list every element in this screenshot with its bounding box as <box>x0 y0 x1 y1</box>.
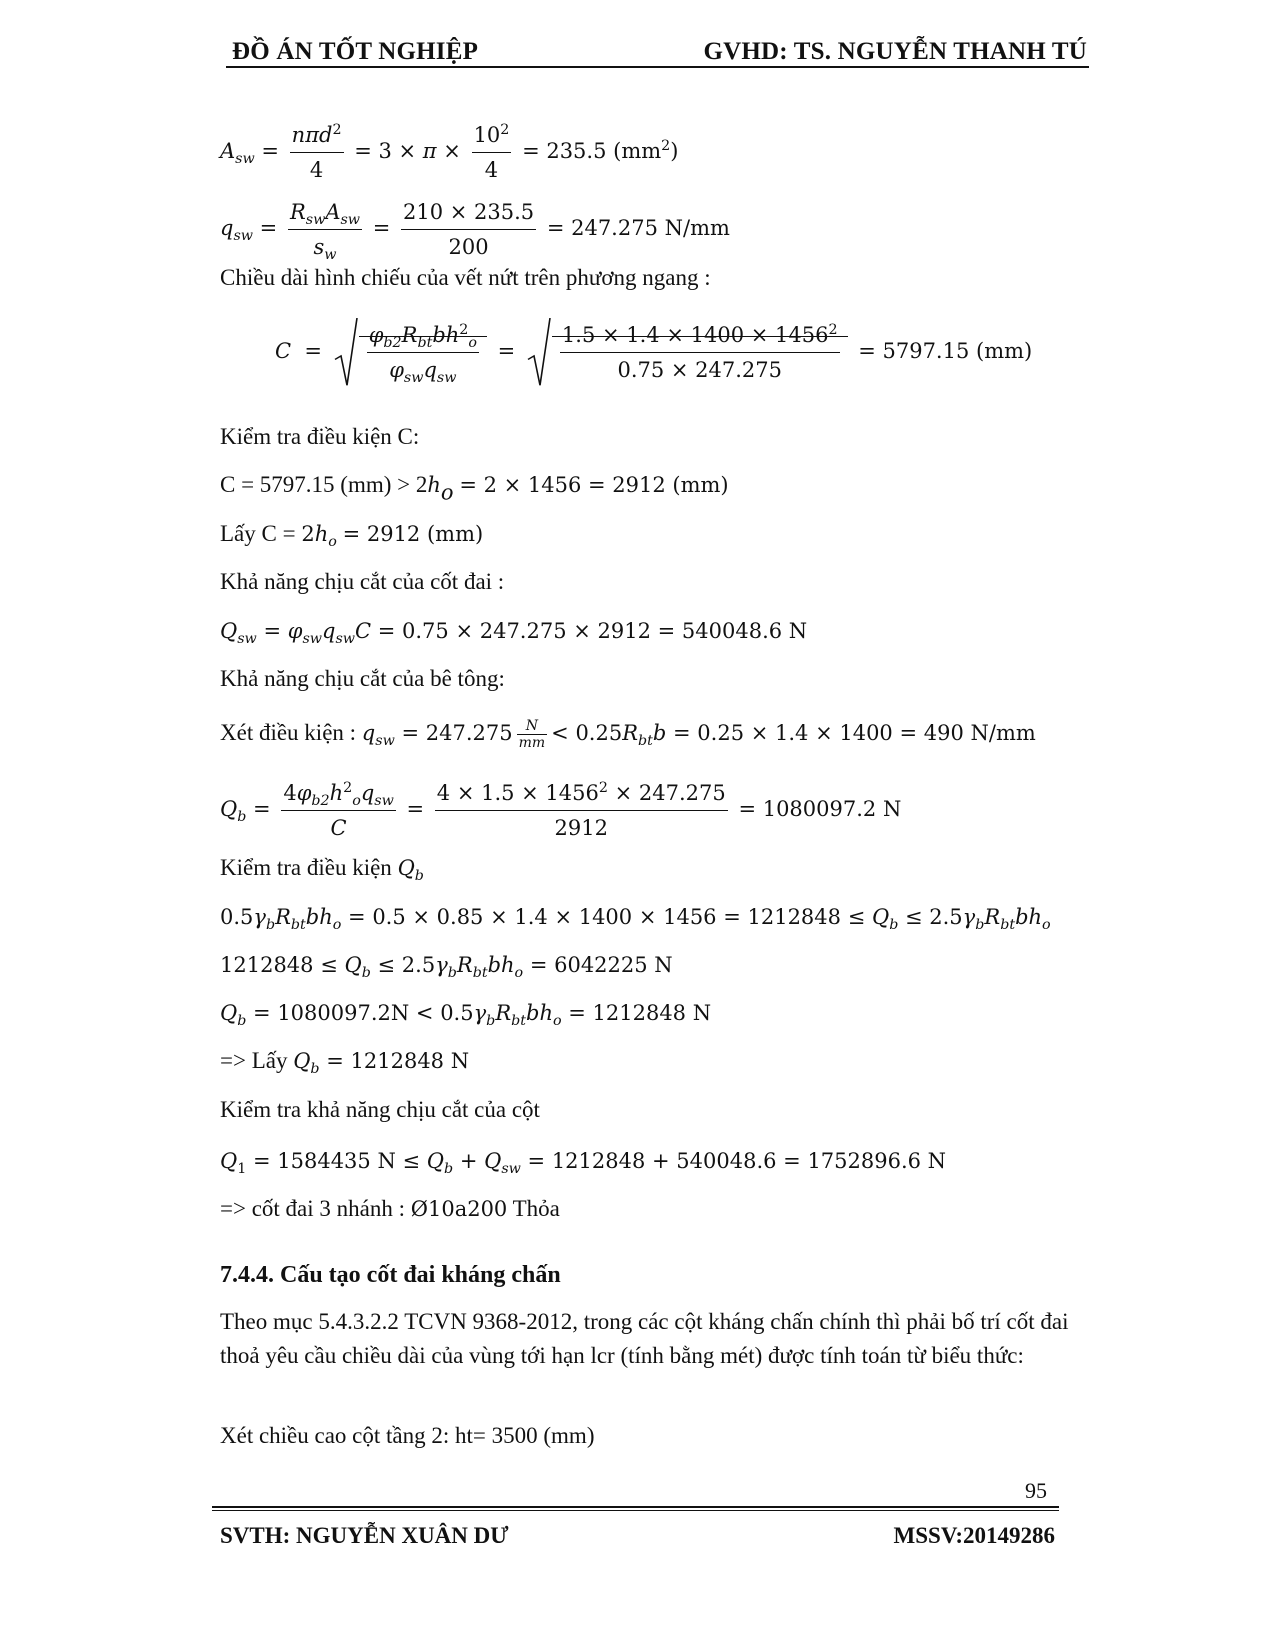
footer-rule <box>212 1506 1059 1508</box>
radical-sign-icon <box>526 318 552 387</box>
conclusion-prefix: => cốt đai 3 nhánh : <box>220 1196 411 1221</box>
qb-result: = 1080097.2 N <box>738 797 902 821</box>
qb-range-calc: = 0.5 × 0.85 × 1.4 × 1400 × 1456 = 1212848 ≤ <box>348 905 872 929</box>
take-qb-result: = 1212848 N <box>326 1049 470 1073</box>
condition-rhs: = 0.25 × 1.4 × 1400 = 490 N/mm <box>673 721 1036 745</box>
qsw-denominator: 200 <box>448 235 489 259</box>
take-qb-prefix: => Lấy <box>220 1048 294 1073</box>
formula-qsw: $q_{sw}$ = $\frac{R_{sw}A_{sw}}{s_w}$ = $\frac{210 \times 235.5}{200}$ = 247.275 N/mm <box>220 195 730 264</box>
fraction-qsw-general: $\frac{R_{sw}A_{sw}}{s_w}$ <box>288 195 362 264</box>
footer-rule-thin <box>212 1510 1059 1511</box>
conclusion-suffix: Thỏa <box>507 1196 560 1221</box>
condition-line: Xét điều kiện : $q_{sw} = 247.275$ $\frac{N}{mm}$ < $0.25R_{bt}b = 0.25 \times 1.4 \times 1400 = 490$ N/mm <box>220 718 1036 751</box>
formula-qb: $Q_b$ = $\frac{4\varphi_{b2}h^2_oq_{sw}}{C}$ = $\frac{4 \times 1.5 \times 1456^2 \times 247.275}{2912}$ = 1080097.2 N <box>220 776 901 845</box>
qsw-result: = 247.275 N/mm <box>546 216 730 240</box>
radical-sign-icon <box>333 318 359 387</box>
c-check-prefix: C = 5797.15 (mm) > 2 <box>220 472 428 497</box>
check-column-label: Kiểm tra khả năng chịu cắt của cột <box>220 1097 540 1122</box>
c-numerator: 1.5 × 1.4 × 1400 × 1456 <box>561 323 829 347</box>
header-rule <box>226 66 1089 68</box>
take-c-result: = 2912 (mm) <box>342 522 484 546</box>
story-height-line: Xét chiều cao cột tầng 2: ht= 3500 (mm) <box>220 1423 595 1448</box>
qb-numerator-tail: × 247.275 <box>607 781 726 805</box>
page-number: 95 <box>1025 1478 1047 1503</box>
concrete-capacity-label: Khả năng chịu cắt của bê tông: <box>220 666 505 691</box>
header-title: ĐỒ ÁN TỐT NGHIỆP <box>232 38 479 65</box>
take-c-line: Lấy $C = 2h_o = 2912$ (mm) <box>220 521 484 550</box>
asw-result: = 235.5 (mm <box>522 139 662 163</box>
qb-denominator: 2912 <box>554 816 608 840</box>
formula-q1: $Q_1 = 1584435$ $N \le Q_b + Q_{sw} = 1212848 + 540048.6 = 1752896.6$ N <box>220 1149 947 1177</box>
sqrt-c-numeric: $\frac{1.5 \times 1.4 \times 1400 \times 1456^2}{0.75 \times 247.275}$ <box>526 318 848 387</box>
take-c-prefix: Lấy C = <box>220 521 302 546</box>
fraction-asw-general: $\frac{n\pi d^2}{4}$ <box>290 118 344 187</box>
formula-qb-range-2: $1212848 \le Q_b \le 2.5\gamma_bR_{bt}bh_o = 6042225$ N <box>220 953 673 981</box>
header-advisor: GVHD: TS. NGUYỄN THANH TÚ <box>703 38 1087 65</box>
qb-compare: = 1080097.2N < 0.5 <box>253 1001 474 1025</box>
stirrup-spec: Ø10a200 <box>410 1197 508 1221</box>
footer-student-id: MSSV:20149286 <box>893 1523 1055 1548</box>
stirrup-capacity-label: Khả năng chịu cắt của cốt đai : <box>220 569 505 594</box>
qb-range2-result: = 6042225 N <box>529 953 673 977</box>
c-check-result: = 2 × 1456 = 2912 (mm) <box>459 473 729 497</box>
fraction-asw-numeric: $\frac{10^2}{4}$ <box>472 118 512 187</box>
qb-range2-prefix: 1212848 ≤ <box>220 953 345 977</box>
check-qb-line: Kiểm tra điều kiện $Q_b$ <box>220 855 424 884</box>
c-check-line: C = 5797.15 $(mm) > 2h_o = 2 \times 1456 = 2912$ (mm) <box>220 472 729 505</box>
qsw-numerator: 210 × 235.5 <box>401 195 536 230</box>
q1-calc: = 1584435 N ≤ <box>252 1149 427 1173</box>
formula-c: C = $\frac{\varphi_{b2}R_{bt}bh^2_o}{\varphi_{sw}q_{sw}}$ = $\frac{1.5 \times 1.4 \times 1400 \times 1456^2}{0.75 \times 247.275}$ = 5797.15 (mm) <box>275 318 1032 387</box>
fraction-qsw-numeric <box>401 195 536 264</box>
c-result: = 5797.15 (mm) <box>858 339 1033 363</box>
paragraph-seismic: Theo mục 5.4.3.2.2 TCVN 9368-2012, trong các cột kháng chấn chính thì phải bố trí cốt đai thoả yêu cầu chiều dài của vùng tới hạn lcr (tính bằng mét) được tính toán từ biểu thức: <box>220 1309 1069 1368</box>
formula-qsw-capacity: $Q_{sw} = \varphi_{sw}q_{sw}C = 0.75 \times 247.275 \times 2912 = 540048.6$ N <box>220 619 808 647</box>
check-c-label: Kiểm tra điều kiện C: <box>220 424 420 449</box>
sqrt-c-general: $\frac{\varphi_{b2}R_{bt}bh^2_o}{\varphi_{sw}q_{sw}}$ <box>333 318 487 387</box>
q1-result: = 1212848 + 540048.6 = 1752896.6 N <box>527 1149 947 1173</box>
qb-numerator: 4 × 1.5 × 1456 <box>436 781 599 805</box>
formula-qb-compare: $Q_b = 1080097.2N < 0.5\gamma_bR_{bt}bh_o = 1212848$ N <box>220 1001 712 1029</box>
qsw-capacity-result: = 0.75 × 247.275 × 2912 = 540048.6 N <box>377 619 808 643</box>
formula-asw: $A_{sw}$ = $\frac{n\pi d^2}{4}$ = 3 × π × $\frac{10^2}{4}$ = 235.5 $(mm^2)$ <box>220 118 678 187</box>
check-qb-prefix: Kiểm tra điều kiện <box>220 855 398 880</box>
fraction-qb-numeric: $\frac{4 \times 1.5 \times 1456^2 \times 247.275}{2912}$ <box>435 776 728 845</box>
conclusion-line <box>220 1194 560 1224</box>
fraction-qb-general: $\frac{4\varphi_{b2}h^2_oq_{sw}}{C}$ <box>281 776 396 845</box>
footer-student: SVTH: NGUYỄN XUÂN DƯ <box>220 1523 509 1548</box>
formula-qb-range: $0.5\gamma_bR_{bt}bh_o = 0.5 \times 0.85 \times 1.4 \times 1400 \times 1456 = 1212848 \le Q_b \le 2.5\gamma_bR_{bt}bh_o$ <box>220 905 1051 933</box>
condition-prefix: Xét điều kiện : <box>220 720 362 745</box>
section-heading: 7.4.4. Cấu tạo cốt đai kháng chấn <box>220 1262 561 1288</box>
qb-compare-result: = 1212848 N <box>568 1001 712 1025</box>
c-denominator: 0.75 × 247.275 <box>617 358 782 382</box>
crack-length-label: Chiều dài hình chiếu của vết nứt trên phương ngang : <box>220 265 711 290</box>
take-qb-line: => Lấy $Q_b = 1212848$ N <box>220 1048 470 1077</box>
unit-n-per-mm: $\frac{N}{mm}$ <box>518 718 546 751</box>
condition-value: = 247.275 <box>401 721 513 745</box>
